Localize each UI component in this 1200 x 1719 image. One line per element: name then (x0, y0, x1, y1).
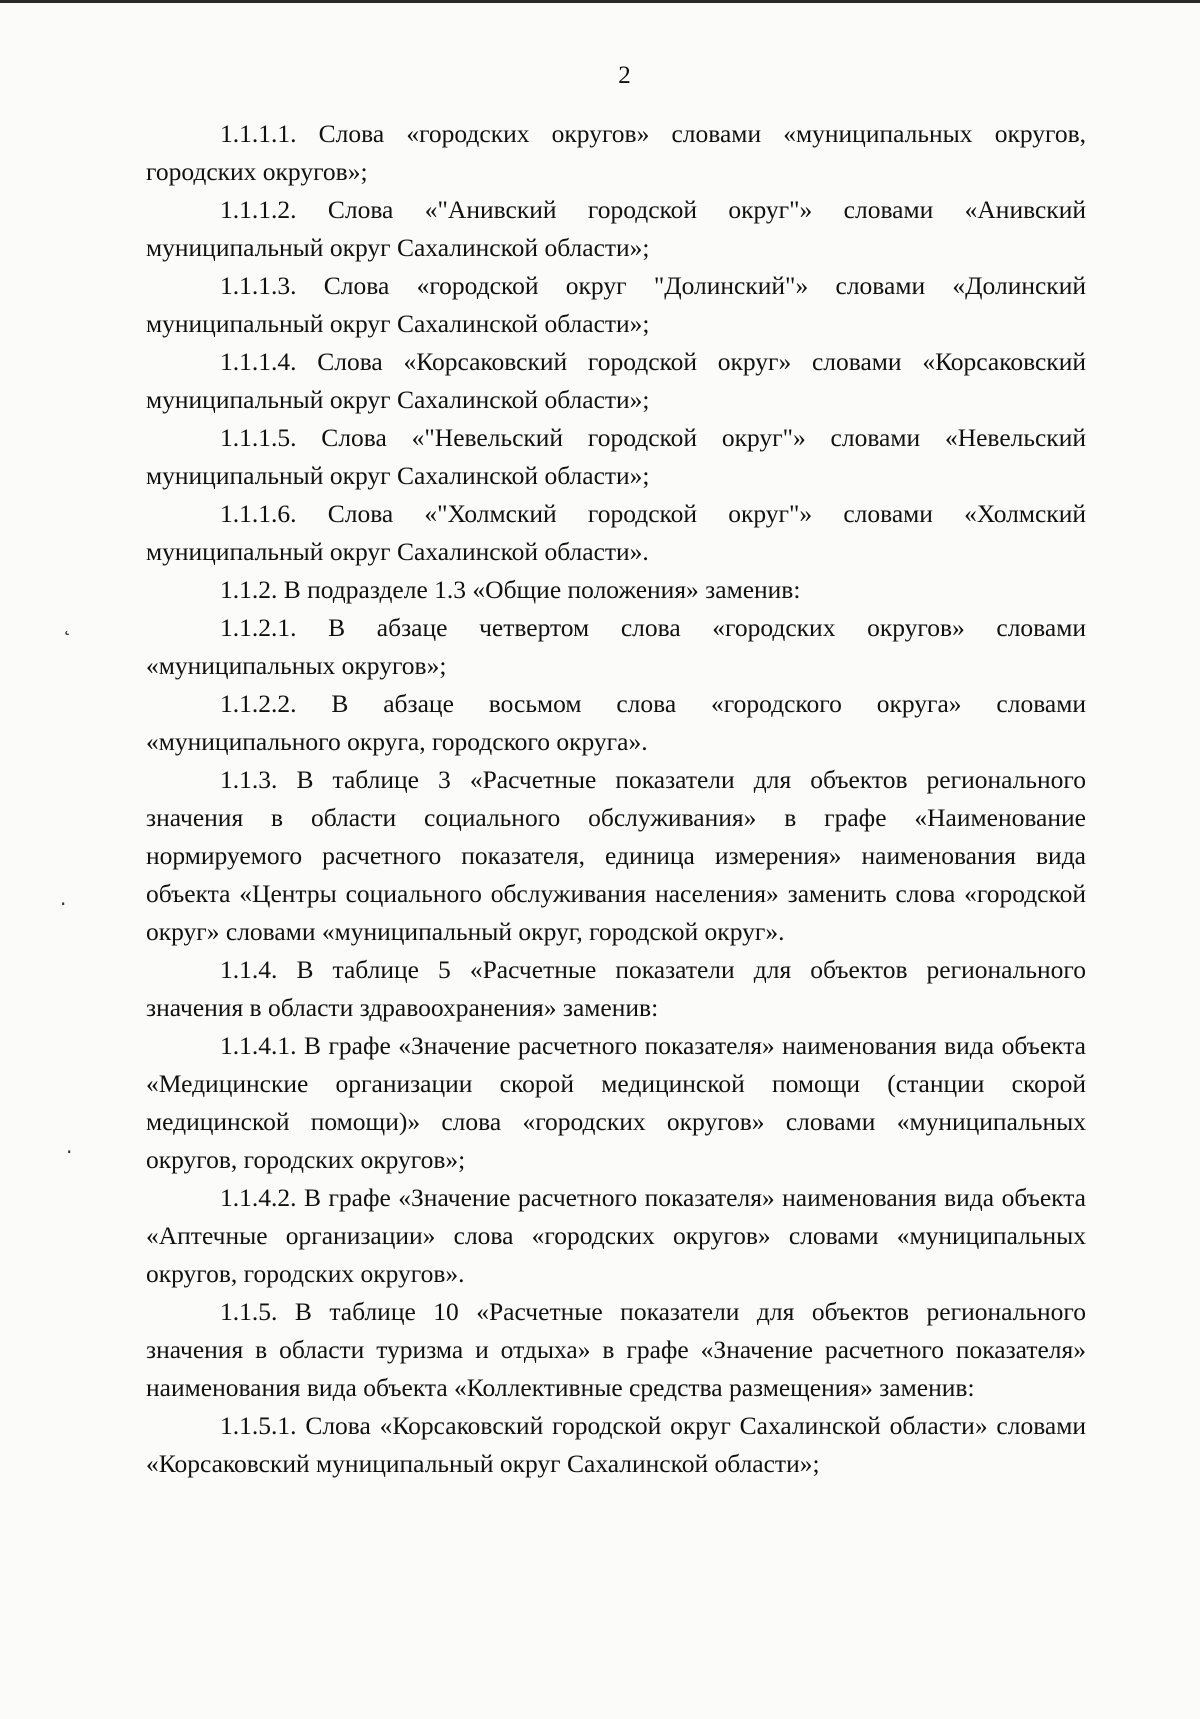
scan-top-edge (0, 0, 1200, 3)
paragraph-1-1-1-2: 1.1.1.2. Слова «"Анивский городской округ"» словами «Анивский муниципальный округ Сахалинской области»; (146, 195, 1086, 262)
document-body (146, 115, 1086, 1483)
page-number: 2 (618, 62, 631, 89)
paragraph-1-1-1-5: 1.1.1.5. Слова «"Невельский городской округ"» словами «Невельский муниципальный округ Сахалинской области»; (146, 423, 1086, 490)
paragraph-1-1-1-4: 1.1.1.4. Слова «Корсаковский городской округ» словами «Корсаковский муниципальный округ Сахалинской области»; (146, 347, 1086, 414)
scan-speck: ˛ (62, 612, 72, 636)
paragraph-1-1-1-1: 1.1.1.1. Слова «городских округов» словами «муниципальных округов, городских округов»; (146, 119, 1086, 186)
paragraph-1-1-4-1: 1.1.4.1. В графе «Значение расчетного показателя» наименования вида объекта «Медицинские организации скорой медицинской помощи (станции скорой медицинской помощи)» слова «городских округов» словами «муниципальных округов, городских округов»; (146, 1031, 1086, 1174)
paragraph-1-1-5: 1.1.5. В таблице 10 «Расчетные показатели для объектов регионального значения в области туризма и отдыха» в графе «Значение расчетного показателя» наименования вида объекта «Коллективные средства размещения» заменив: (146, 1297, 1086, 1402)
paragraph-1-1-2: 1.1.2. В подразделе 1.3 «Общие положения» заменив: (220, 575, 801, 604)
scan-speck: · (66, 1140, 73, 1164)
paragraph-1-1-4-2: 1.1.4.2. В графе «Значение расчетного показателя» наименования вида объекта «Аптечные организации» слова «городских округов» словами «муниципальных округов, городских округов». (146, 1183, 1086, 1288)
paragraph-1-1-5-1: 1.1.5.1. Слова «Корсаковский городской округ Сахалинской области» словами «Корсаковский муниципальный округ Сахалинской области»; (146, 1411, 1086, 1478)
paragraph-1-1-1-6: 1.1.1.6. Слова «"Холмский городской округ"» словами «Холмский муниципальный округ Сахалинской области». (146, 499, 1086, 566)
paragraph-1-1-2-2: 1.1.2.2. В абзаце восьмом слова «городского округа» словами «муниципального округа, городского округа». (146, 689, 1086, 756)
paragraph-1-1-4: 1.1.4. В таблице 5 «Расчетные показатели для объектов регионального значения в области здравоохранения» заменив: (146, 955, 1086, 1022)
paragraph-1-1-2-1: 1.1.2.1. В абзаце четвертом слова «городских округов» словами «муниципальных округов»; (146, 613, 1086, 680)
scan-speck: · (60, 892, 67, 916)
paragraph-1-1-1-3: 1.1.1.3. Слова «городской округ "Долинский"» словами «Долинский муниципальный округ Сахалинской области»; (146, 271, 1086, 338)
paragraph-1-1-3: 1.1.3. В таблице 3 «Расчетные показатели для объектов регионального значения в области социального обслуживания» в графе «Наименование нормируемого расчетного показателя, единица измерения» наименования вида объекта «Центры социального обслуживания населения» заменить слова «городской округ» словами «муниципальный округ, городской округ». (146, 765, 1086, 946)
